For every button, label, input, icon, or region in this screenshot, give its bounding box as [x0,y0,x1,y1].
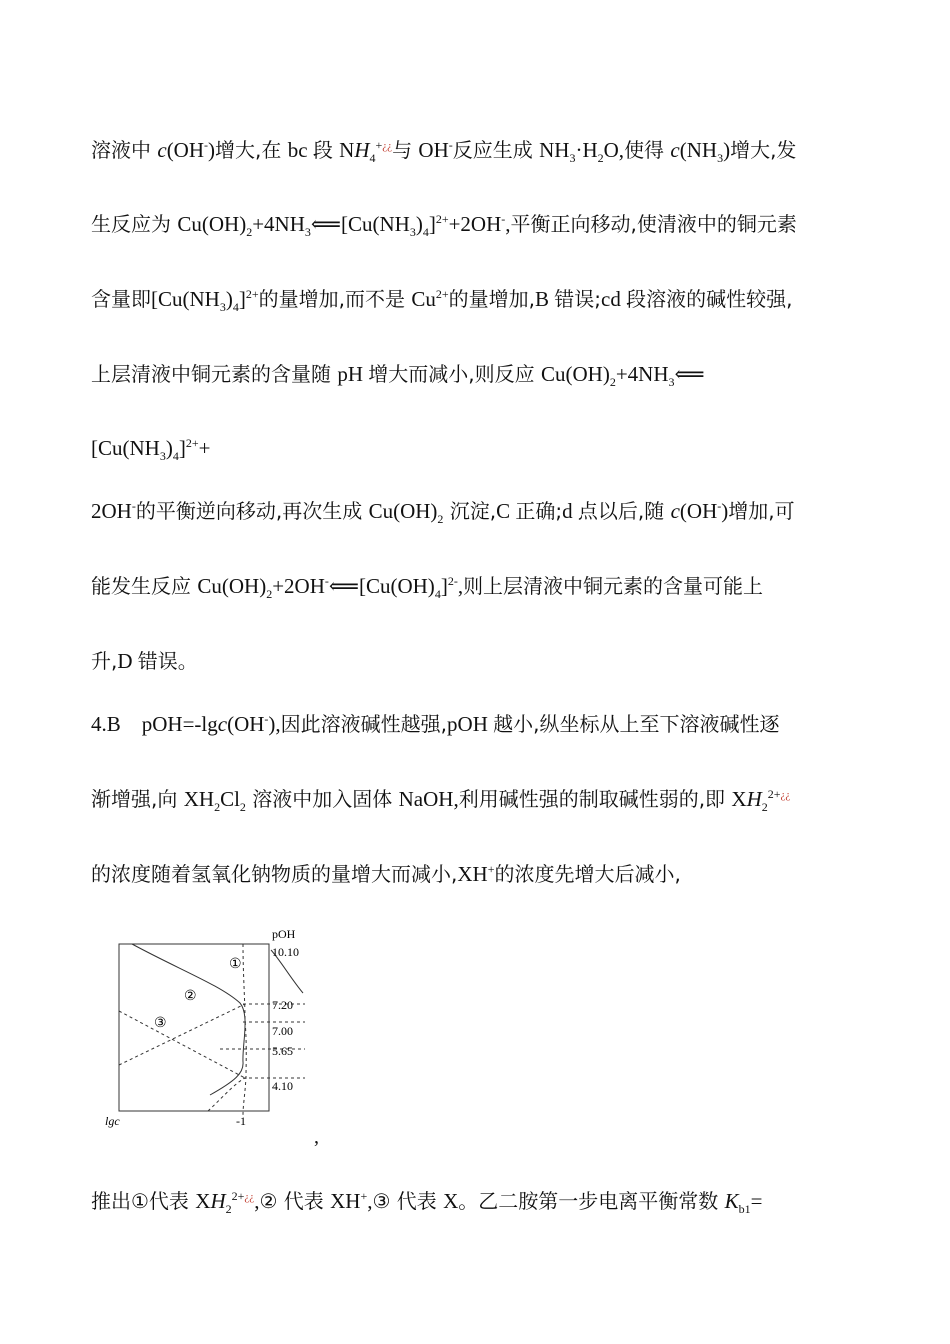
x-axis-label: lgc [105,1114,120,1128]
distribution-figure [100,925,315,1135]
curve-label-1: ① [229,957,242,972]
curve-label-3: ③ [154,1016,167,1031]
y-axis-label: pOH [272,927,296,941]
text-line-10: 渐增强,向 $XH_2Cl_2$ 溶液中加入固体 NaOH,利用碱性强的制取碱性弱的,即 $XH_2^{2+¿¿}$ [91,787,791,815]
y-tick-label: 7.20 [272,998,293,1012]
text-line-1: 溶液中 c(OH-)增大,在 bc 段 $NH_4^{+¿¿}$与 OH-反应生成 $NH_3\cdot H_2O$,使得 $c(NH_3)$增大,发 [91,138,797,166]
y-tick-label: 5.65 [272,1044,293,1058]
text-line-8: 升,D 错误。 [91,649,198,673]
y-tick-label: 7.00 [272,1024,293,1038]
text-line-2: 生反应为 $Cu(OH)_2+4NH_3⟸[Cu(NH_3)_4]^{2+}+2OH^-$,平衡正向移动,使清液中的铜元素 [91,212,797,240]
text-line-4: 上层清液中铜元素的含量随 pH 增大而减小,则反应 $Cu(OH)_2+4NH_3⟸$ [91,362,705,390]
text-line-11: 的浓度随着氢氧化钠物质的量增大而减小,XH+的浓度先增大后减小, [91,862,681,886]
trailing-comma: , [314,1126,319,1148]
x-tick-label: -1 [236,1114,246,1128]
curve-label-2: ② [184,989,197,1004]
y-tick-label: 10.10 [272,945,299,959]
text-line-9: 4.B pOH=-lgc(OH-),因此溶液碱性越强,pOH 越小,纵坐标从上至下溶液碱性逐 [91,712,780,736]
text-line-6: 2OH-的平衡逆向移动,再次生成 $Cu(OH)_2$ 沉淀,C 正确;d 点以后,随 c(OH-)增加,可 [91,499,795,527]
y-tick-label: 4.10 [272,1079,293,1093]
text-line-3: 含量即$[Cu(NH_3)_4]^{2+}$的量增加,而不是 $Cu^{2+}$的量增加,B 错误;cd 段溶液的碱性较强, [91,287,793,315]
pOH-lgc-diagram [100,925,315,1130]
text-line-12: 推出①代表 $XH_2^{2+¿¿},②$ 代表 XH+,③ 代表 X。乙二胺第一步电离平衡常数 $K_{b1}=$ [91,1189,763,1217]
text-line-7: 能发生反应 $Cu(OH)_2+2OH^-⟸[Cu(OH)_4]^{2-}$,则上层清液中铜元素的含量可能上 [91,574,764,602]
text-line-5: $[Cu(NH_3)_4]^{2+}+$ [91,436,211,464]
